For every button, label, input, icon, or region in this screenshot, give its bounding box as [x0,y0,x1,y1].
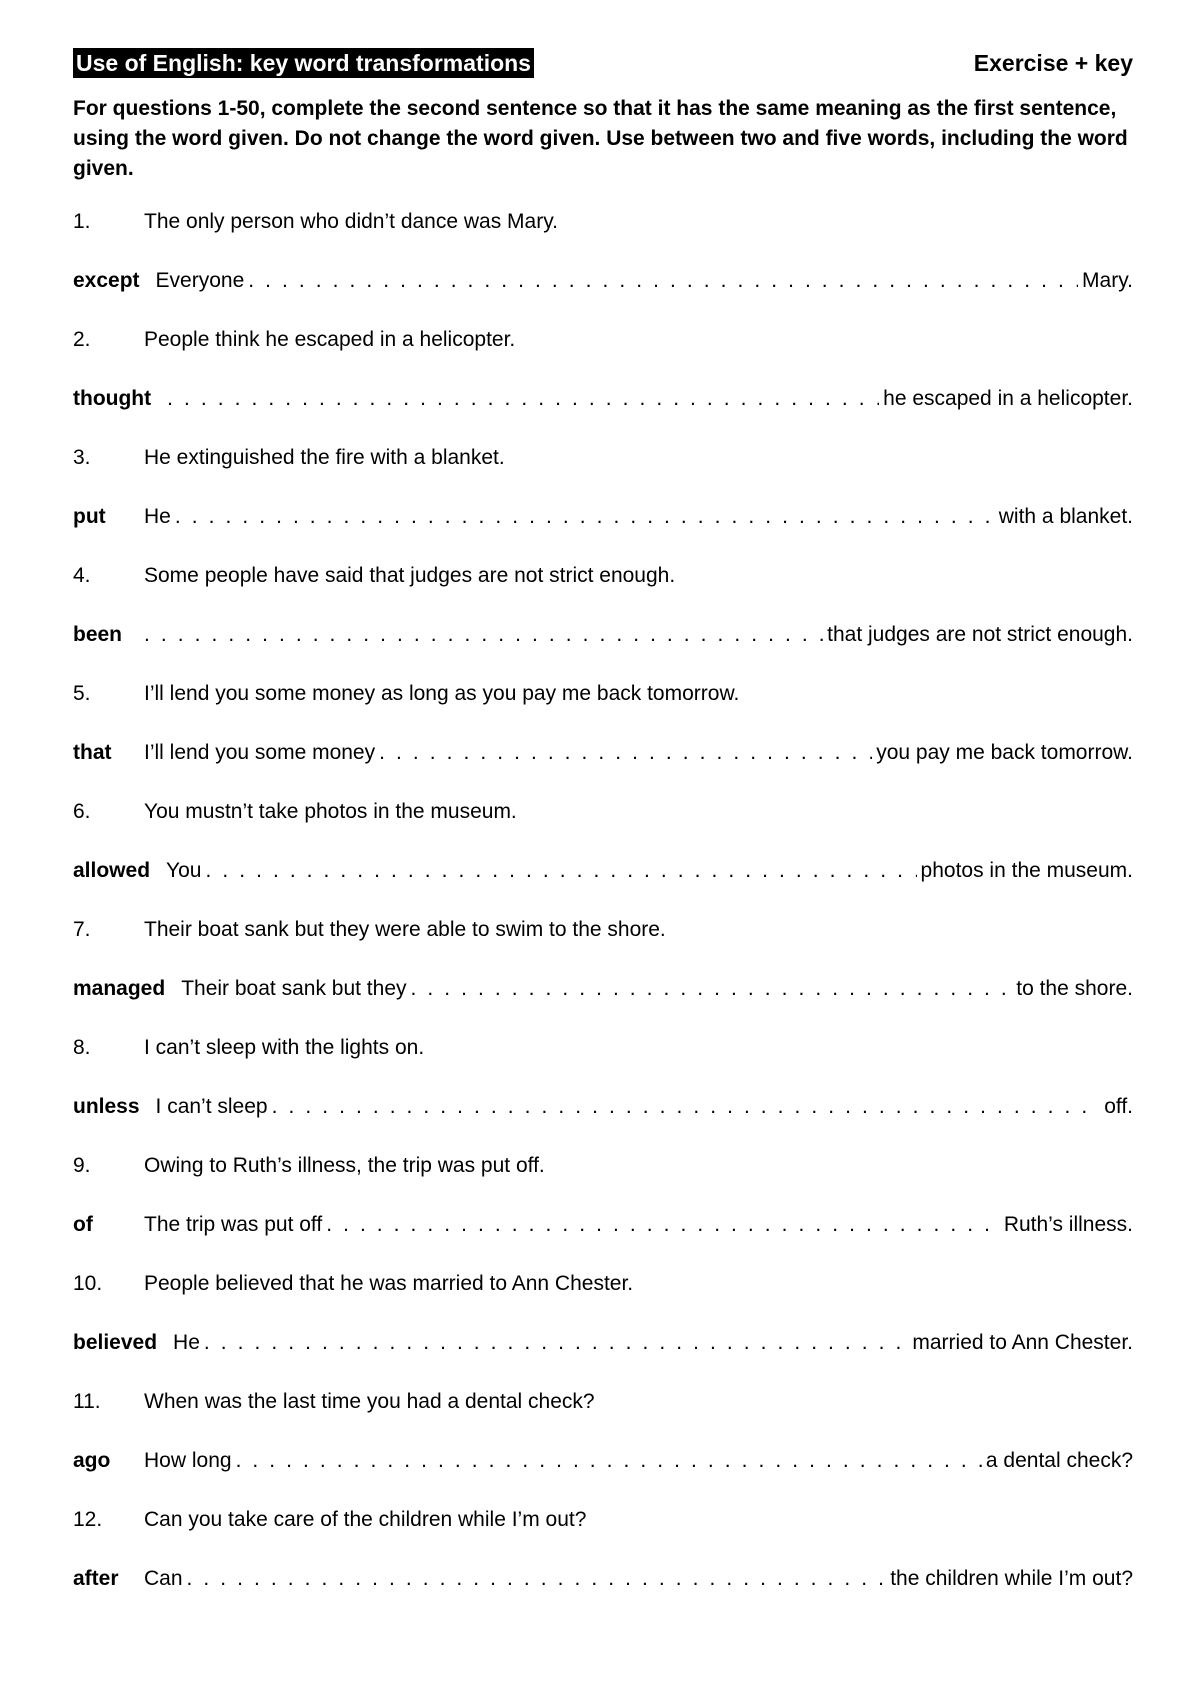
answer-blank[interactable] [379,723,872,782]
answer-prefix: He [173,1331,200,1354]
answer-prefix: He [144,505,171,528]
question-number: 7. [73,918,91,941]
question-line [73,310,1133,369]
key-word: of [73,1213,93,1236]
answer-prefix: I’ll lend you some money [144,741,376,764]
question-sentence: Owing to Ruth’s illness, the trip was put off. [144,1154,545,1177]
question-number: 6. [73,800,91,823]
answer-suffix: a dental check? [985,1449,1133,1472]
key-word: unless [73,1095,140,1118]
document-title: Use of English: key word transformations [73,48,534,78]
exercise-list [73,192,1133,1608]
question-line [73,1136,1133,1195]
question-number: 5. [73,682,91,705]
answer-suffix: off. [1104,1095,1133,1118]
exercise-item [73,428,1133,546]
exercise-item [73,1254,1133,1372]
exercise-item [73,900,1133,1018]
key-word: put [73,505,106,528]
answer-blank[interactable] [248,251,1078,310]
instructions: For questions 1-50, complete the second sentence so that it has the same meaning as the first sentence, using the word given. Do not change the word given. Use between two and five words, including the word given. [73,97,1128,180]
question-number: 10. [73,1272,103,1295]
question-line [73,782,1133,841]
answer-prefix: I can’t sleep [155,1095,268,1118]
key-word: after [73,1567,119,1590]
answer-suffix: you pay me back tomorrow. [876,741,1133,764]
answer-blank[interactable] [326,1195,1000,1254]
key-word: managed [73,977,166,1000]
exercise-item [73,310,1133,428]
answer-suffix: he escaped in a helicopter. [883,387,1133,410]
question-line [73,546,1133,605]
answer-prefix: You [166,859,202,882]
key-word: been [73,623,123,646]
answer-blank[interactable] [144,605,823,664]
answer-line [73,251,1133,310]
answer-line [73,1195,1133,1254]
exercise-item [73,546,1133,664]
answer-prefix: Everyone [155,269,245,292]
exercise-item [73,1018,1133,1136]
answer-line [73,1313,1133,1372]
answer-suffix: with a blanket. [998,505,1133,528]
document-page [73,46,1133,1608]
question-line [73,1018,1133,1077]
answer-line [73,1431,1133,1490]
document-tag: Exercise + key [973,50,1133,76]
answer-suffix: the children while I’m out? [890,1567,1133,1590]
answer-line [73,605,1133,664]
exercise-item [73,664,1133,782]
answer-line [73,369,1133,428]
question-sentence: You mustn’t take photos in the museum. [144,800,517,823]
answer-blank[interactable] [187,1549,887,1608]
exercise-item [73,1490,1133,1608]
question-sentence: I can’t sleep with the lights on. [144,1036,425,1059]
answer-blank[interactable] [411,959,1013,1018]
exercise-item [73,1136,1133,1254]
question-number: 9. [73,1154,91,1177]
question-line [73,1372,1133,1431]
answer-suffix: to the shore. [1016,977,1133,1000]
question-line [73,664,1133,723]
answer-suffix: photos in the museum. [920,859,1133,882]
answer-line [73,841,1133,900]
exercise-item [73,782,1133,900]
question-line [73,192,1133,251]
question-sentence: He extinguished the fire with a blanket. [144,446,505,469]
answer-line [73,1549,1133,1608]
answer-blank[interactable] [204,1313,908,1372]
exercise-item [73,192,1133,310]
question-number: 8. [73,1036,91,1059]
question-sentence: The only person who didn’t dance was Mary. [144,210,558,233]
answer-prefix: The trip was put off [144,1213,323,1236]
question-number: 1. [73,210,91,233]
answer-blank[interactable] [272,1077,1101,1136]
question-number: 3. [73,446,91,469]
answer-line [73,487,1133,546]
question-number: 2. [73,328,91,351]
key-word: that [73,741,112,764]
answer-suffix: married to Ann Chester. [912,1331,1133,1354]
answer-prefix: Can [144,1567,183,1590]
question-sentence: Some people have said that judges are not strict enough. [144,564,676,587]
question-line [73,1254,1133,1313]
answer-line [73,1077,1133,1136]
answer-blank[interactable] [167,369,879,428]
answer-suffix: that judges are not strict enough. [827,623,1133,646]
exercise-item [73,1372,1133,1490]
answer-blank[interactable] [205,841,916,900]
answer-suffix: Ruth’s illness. [1003,1213,1133,1236]
question-sentence: People think he escaped in a helicopter. [144,328,516,351]
answer-line [73,723,1133,782]
question-sentence: When was the last time you had a dental check? [144,1390,595,1413]
answer-line [73,959,1133,1018]
key-word: except [73,269,140,292]
question-line [73,428,1133,487]
question-sentence: Their boat sank but they were able to swim to the shore. [144,918,666,941]
answer-blank[interactable] [175,487,995,546]
key-word: believed [73,1331,158,1354]
answer-suffix: Mary. [1082,269,1133,292]
question-sentence: I’ll lend you some money as long as you pay me back tomorrow. [144,682,740,705]
document-header [73,46,1133,80]
question-number: 12. [73,1508,103,1531]
key-word: ago [73,1449,111,1472]
question-line [73,900,1133,959]
answer-prefix: Their boat sank but they [181,977,407,1000]
answer-blank[interactable] [236,1431,982,1490]
question-sentence: People believed that he was married to Ann Chester. [144,1272,634,1295]
key-word: allowed [73,859,151,882]
key-word: thought [73,387,152,410]
question-line [73,1490,1133,1549]
question-number: 11. [73,1390,101,1413]
answer-prefix: How long [144,1449,232,1472]
question-number: 4. [73,564,91,587]
question-sentence: Can you take care of the children while I’m out? [144,1508,587,1531]
